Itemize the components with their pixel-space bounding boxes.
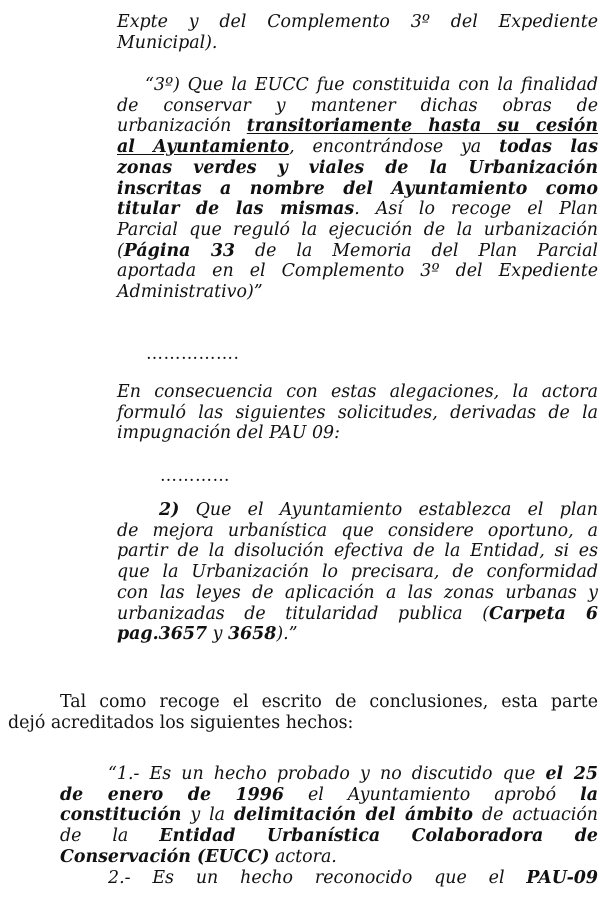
emphasis-text: transitoriamente hasta su cesión [246, 116, 599, 137]
text-line: con las leyes de aplicación a las zonas urbanas y [117, 582, 598, 603]
request-item-2 [117, 500, 598, 645]
quote-point-3 [117, 75, 598, 303]
text-segment: de la [60, 826, 160, 847]
text-segment: “1.- Es un hecho probado y no discutido que [108, 764, 546, 784]
quote-continuation [117, 12, 598, 53]
text-segment: de la Memoria del Plan Parcial [235, 240, 598, 261]
text-segment: el Ayuntamiento aprobó [283, 784, 581, 805]
text-line: aportada en el Complemento 3º del Expediente [117, 261, 598, 282]
text-segment: ).” [276, 624, 298, 645]
emphasis-text: el 25 [545, 764, 598, 784]
text-line [117, 116, 598, 137]
text-line [8, 692, 598, 713]
paragraph-conclusions [8, 692, 598, 733]
text-line: En consecuencia con estas alegaciones, la actora [117, 382, 598, 402]
text-segment: ( [117, 240, 124, 261]
text-line [117, 500, 598, 521]
text-line [117, 137, 598, 158]
text-line [60, 785, 598, 806]
emphasis-text: la [580, 784, 598, 805]
text-line [117, 624, 598, 645]
emphasis-text: 3658 [227, 624, 277, 645]
item-number: 2) [159, 500, 180, 520]
text-line [117, 604, 598, 625]
emphasis-text: constitución [60, 805, 182, 826]
text-line: que la Urbanización lo precisara, de conformidad [117, 562, 598, 583]
text-line [117, 199, 598, 220]
text-segment: “3º) Que la EUCC fue constituida con la finalidad [145, 75, 598, 95]
text-segment: actora. [269, 846, 337, 867]
text-line [60, 826, 598, 847]
text-line: formuló las siguientes solicitudes, derivadas de la [117, 402, 598, 423]
emphasis-text: PAU-09 [526, 867, 598, 888]
emphasis-text: Página 33 [123, 240, 236, 261]
text-segment: y [207, 624, 228, 645]
emphasis-text: Carpeta 6 [489, 603, 598, 624]
text-segment: de actuación [473, 805, 599, 826]
text-segment: Tal como recoge el escrito de conclusiones, esta parte [60, 692, 598, 712]
paragraph-requests-intro [117, 382, 598, 444]
ellipsis-separator: ………… [160, 466, 230, 486]
text-segment: urbanizadas de titularidad publica ( [117, 603, 490, 624]
text-line: Municipal). [117, 32, 218, 53]
text-line: inscritas a nombre del Ayuntamiento como [117, 178, 598, 199]
text-line [60, 805, 598, 826]
text-segment: Que el Ayuntamiento establezca el plan [179, 500, 598, 520]
emphasis-text: titular de las mismas [117, 199, 355, 220]
text-line: partir de la disolución efectiva de la Entidad, si es [117, 541, 598, 562]
text-line: Administrativo)” [117, 282, 263, 303]
text-segment: y la [181, 805, 234, 826]
text-line [117, 75, 598, 96]
text-line: Parcial que reguló la ejecución de la urbanización [117, 219, 598, 240]
text-line [60, 847, 598, 868]
facts-quote [60, 764, 598, 888]
text-line [60, 868, 598, 889]
emphasis-text: al Ayuntamiento [117, 137, 290, 158]
text-line: zonas verdes y viales de la Urbanización [117, 157, 598, 178]
emphasis-text: delimitación del ámbito [234, 805, 474, 826]
emphasis-text: pag.3657 [117, 624, 208, 645]
text-line [117, 241, 598, 262]
text-line: Expte y del Complemento 3º del Expediente [117, 12, 598, 32]
text-line: dejó acreditados los siguientes hechos: [8, 712, 354, 733]
emphasis-text: Conservación (EUCC) [60, 846, 270, 867]
emphasis-text: de enero de 1996 [60, 784, 284, 805]
text-segment: , encontrándose ya [289, 137, 500, 158]
text-line: de conservar y mantener dichas obras de [117, 95, 598, 116]
emphasis-text: todas las [499, 137, 598, 158]
text-line: impugnación del PAU 09: [117, 423, 340, 444]
emphasis-text: Entidad Urbanística Colaboradora de [159, 826, 598, 847]
text-line [60, 764, 598, 785]
text-segment: urbanización [117, 116, 247, 137]
ellipsis-separator: ……………. [146, 344, 240, 364]
text-segment: 2.- Es un hecho reconocido que el [108, 867, 527, 888]
text-line: de mejora urbanística que considere oportuno, a [117, 520, 598, 541]
text-segment: . Así lo recoge el Plan [354, 199, 599, 220]
